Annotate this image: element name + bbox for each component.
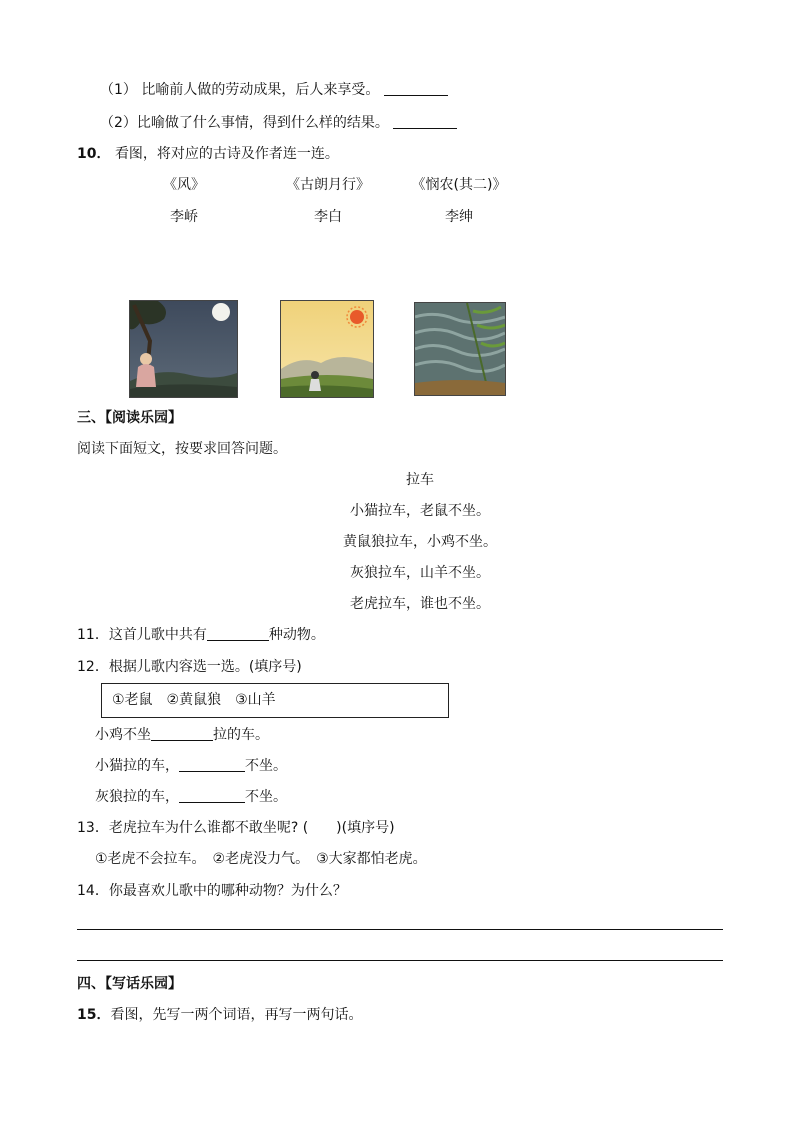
q10-text: 看图，将对应的古诗及作者连一连。 — [114, 146, 339, 162]
q11-number: 11． — [77, 627, 109, 643]
q9-item-1-text: 比喻前人做的劳动成果，后人来享受。 — [141, 82, 380, 98]
q14-answer-line-2[interactable] — [77, 960, 723, 961]
q13-text: 老虎拉车为什么谁都不敢坐呢? ( )(填序号) — [108, 820, 395, 836]
poem-title-gulangyuexing[interactable]: 《古朗月行》 — [286, 177, 370, 193]
sunset-field-illustration — [281, 301, 373, 397]
author-li-bai[interactable]: 李白 — [314, 209, 342, 225]
q12-line-3 — [95, 787, 287, 807]
reading-poem-line-2: 黄鼠狼拉车，小鸡不坐。 — [343, 534, 497, 550]
poem-title-feng[interactable]: 《风》 — [163, 177, 205, 193]
q12-prompt — [77, 657, 302, 677]
q14-text: 你最喜欢儿歌中的哪种动物？为什么？ — [108, 883, 347, 899]
q10-prompt — [77, 144, 339, 164]
reading-poem-line-1: 小猫拉车，老鼠不坐。 — [350, 503, 490, 519]
q14-answer-line-1[interactable] — [77, 929, 723, 930]
q12-line-2-after: 不坐。 — [245, 758, 287, 774]
q13-options[interactable]: ①老虎不会拉车。 ②老虎没力气。 ③大家都怕老虎。 — [95, 851, 427, 867]
q12-line-1-before: 小鸡不坐 — [95, 727, 151, 743]
q15-prompt — [77, 1005, 362, 1025]
q12-line-2-before: 小猫拉的车， — [95, 758, 179, 774]
poem-title-minnong[interactable]: 《悯农(其二)》 — [411, 177, 507, 193]
q10-number: 10． — [77, 146, 111, 162]
reading-poem-title: 拉车 — [406, 472, 434, 488]
q9-item-2 — [100, 113, 457, 133]
q9-item-2-blank[interactable] — [393, 113, 457, 129]
section-3-heading: 三、【阅读乐园】 — [77, 410, 182, 426]
sunset-field-picture[interactable] — [280, 300, 374, 398]
q15-number: 15． — [77, 1007, 111, 1023]
wind-bamboo-illustration — [415, 303, 505, 395]
section-4-heading: 四、【写话乐园】 — [77, 976, 182, 992]
author-li-jiao[interactable]: 李峤 — [170, 209, 198, 225]
section-3-instruction: 阅读下面短文，按要求回答问题。 — [77, 441, 287, 457]
q9-item-1-prefix: （1） — [100, 82, 137, 98]
q12-line-1-after: 拉的车。 — [213, 727, 269, 743]
q12-line-3-before: 灰狼拉的车， — [95, 789, 179, 805]
q11-text-before: 这首儿歌中共有 — [108, 627, 207, 643]
moon-night-picture[interactable] — [129, 300, 238, 398]
wind-bamboo-picture[interactable] — [414, 302, 506, 396]
q11 — [77, 625, 325, 645]
q14-prompt — [77, 881, 347, 901]
q12-line-1-blank[interactable] — [151, 725, 213, 741]
q12-options-box — [101, 683, 449, 718]
q12-line-1 — [95, 725, 269, 745]
q11-text-after: 种动物。 — [268, 627, 325, 643]
q12-text: 根据儿歌内容选一选。(填序号) — [108, 659, 302, 675]
q9-item-2-text: （2）比喻做了什么事情，得到什么样的结果。 — [100, 115, 389, 131]
reading-poem-line-3: 灰狼拉车，山羊不坐。 — [350, 565, 490, 581]
q12-options: ①老鼠 ②黄鼠狼 ③山羊 — [112, 692, 276, 708]
q14-number: 14． — [77, 883, 109, 899]
q13-prompt — [77, 818, 395, 838]
q11-blank[interactable] — [207, 625, 269, 641]
q13-number: 13． — [77, 820, 109, 836]
q12-line-3-blank[interactable] — [179, 787, 245, 803]
q15-text: 看图，先写一两个词语，再写一两句话。 — [110, 1007, 363, 1023]
reading-poem-line-4: 老虎拉车，谁也不坐。 — [350, 596, 490, 612]
q9-item-1-blank[interactable] — [384, 80, 448, 96]
author-li-shen[interactable]: 李绅 — [445, 209, 473, 225]
q12-line-3-after: 不坐。 — [245, 789, 287, 805]
q9-item-1 — [100, 80, 448, 100]
moon-night-illustration — [130, 301, 237, 397]
q12-line-2-blank[interactable] — [179, 756, 245, 772]
q12-number: 12． — [77, 659, 109, 675]
q12-line-2 — [95, 756, 287, 776]
